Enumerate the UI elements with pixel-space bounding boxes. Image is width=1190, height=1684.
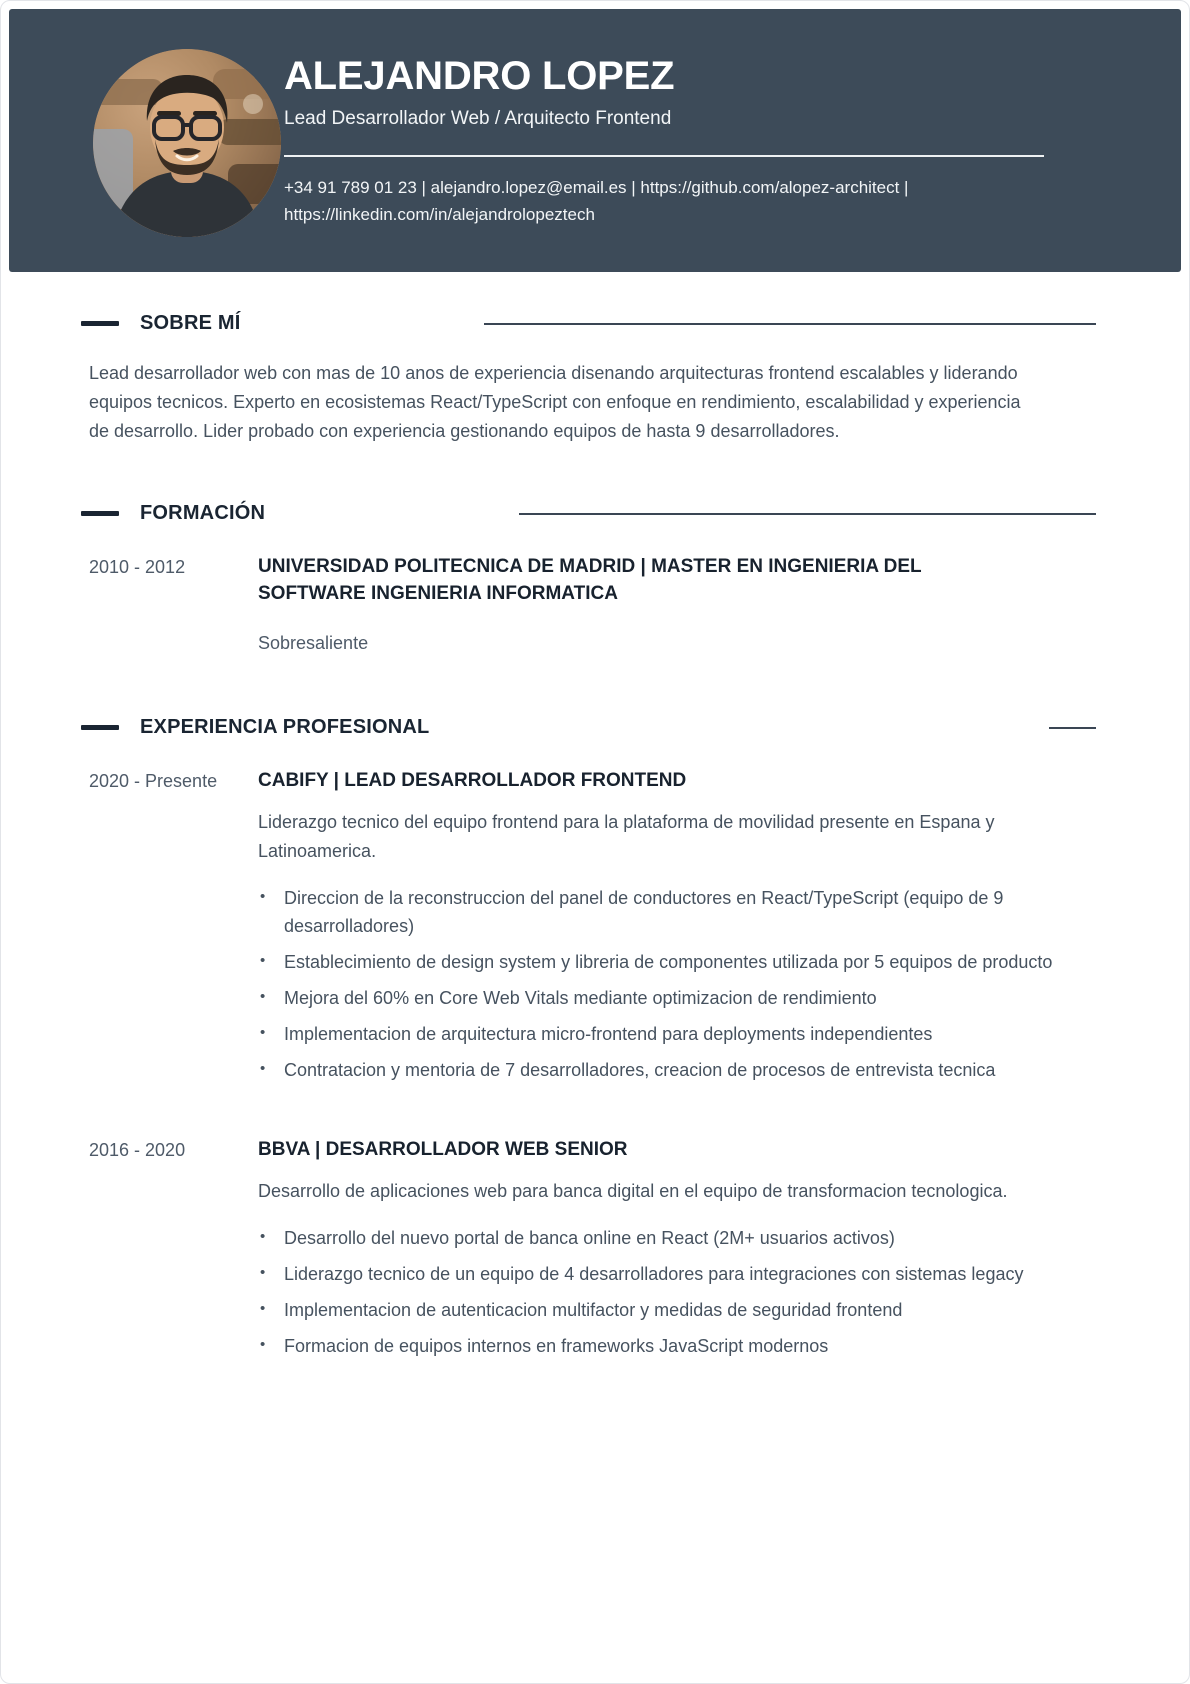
education-dates: 2010 - 2012 <box>89 557 186 577</box>
bullet-text: Mejora del 60% en Core Web Vitals mediante optimizacion de rendimiento <box>284 988 877 1008</box>
education-heading-row <box>81 502 1096 525</box>
about-section-title: SOBRE MÍ <box>140 312 241 334</box>
bullet-dot-icon: • <box>260 1024 266 1041</box>
education-section-title: FORMACIÓN <box>140 502 266 524</box>
bullet-dot-icon: • <box>260 1060 266 1077</box>
list-item <box>258 948 1096 976</box>
about-heading-row <box>81 312 1096 335</box>
list-item <box>258 884 1096 940</box>
contact-info <box>284 174 1141 228</box>
bullet-dot-icon: • <box>260 1336 266 1353</box>
experience-section-title: EXPERIENCIA PROFESIONAL <box>140 716 430 738</box>
education-grade: Sobresaliente <box>258 633 369 653</box>
bullet-dot-icon: • <box>260 952 266 969</box>
list-item <box>258 1260 1096 1288</box>
list-item <box>258 1020 1096 1048</box>
experience-heading-row <box>81 716 1096 739</box>
job-description: Desarrollo de aplicaciones web para banca digital en el equipo de transformacion tecnologica. <box>258 1181 1008 1201</box>
bullet-dot-icon: • <box>260 988 266 1005</box>
avatar <box>93 49 281 237</box>
bullet-text: Desarrollo del nuevo portal de banca online en React (2M+ usuarios activos) <box>284 1228 895 1248</box>
section-about <box>81 312 1096 446</box>
cv-body <box>9 272 1181 1368</box>
bullet-text: Implementacion de autenticacion multifactor y medidas de seguridad frontend <box>284 1300 903 1320</box>
bullet-dot-icon: • <box>260 1300 266 1317</box>
section-education <box>81 502 1096 654</box>
list-item <box>258 1296 1096 1324</box>
header-divider <box>284 155 1044 157</box>
bullet-dot-icon: • <box>260 888 266 905</box>
person-name: ALEJANDRO LOPEZ <box>284 54 675 98</box>
job-bullet-list <box>258 1224 1096 1360</box>
job-dates: 2016 - 2020 <box>89 1140 186 1160</box>
contact-line-2: https://linkedin.com/in/alejandrolopeztech <box>284 205 595 225</box>
about-paragraph: Lead desarrollador web con mas de 10 anos de experiencia disenando arquitecturas frontend escalables y liderando equipos tecnicos. Experto en ecosistemas React/TypeScript con enfoque en rendimiento, escalabilidad y experiencia de desarrollo. Lider probado con experiencia gestionando equipos de hasta 9 desarrolladores. <box>89 363 1021 441</box>
contact-line-1: +34 91 789 01 23 | alejandro.lopez@email.es | https://github.com/alopez-architect | <box>284 178 909 198</box>
bullet-text: Establecimiento de design system y libreria de componentes utilizada por 5 equipos de producto <box>284 952 1053 972</box>
job-description: Liderazgo tecnico del equipo frontend para la plataforma de movilidad presente en Espana y Latinoamerica. <box>258 812 995 861</box>
bullet-text: Formacion de equipos internos en frameworks JavaScript modernos <box>284 1336 829 1356</box>
job-dates: 2020 - Presente <box>89 771 218 791</box>
section-rule <box>519 513 1096 515</box>
list-item <box>258 1224 1096 1252</box>
section-experience <box>81 716 1096 1368</box>
avatar-photo-illustration <box>93 49 281 237</box>
bullet-text: Direccion de la reconstruccion del panel de conductores en React/TypeScript (equipo de 9 desarrolladores) <box>284 888 1004 936</box>
job-details <box>258 1136 1096 1368</box>
section-rule <box>484 323 1096 325</box>
bullet-dot-icon: • <box>260 1264 266 1281</box>
person-job-title: Lead Desarrollador Web / Arquitecto Frontend <box>284 108 672 130</box>
bullet-text: Liderazgo tecnico de un equipo de 4 desarrolladores para integraciones con sistemas legacy <box>284 1264 1024 1284</box>
education-title: UNIVERSIDAD POLITECNICA DE MADRID | MASTER EN INGENIERIA DEL SOFTWARE INGENIERIA INFORMATICA <box>258 556 922 604</box>
list-item <box>258 1332 1096 1360</box>
section-rule <box>1049 727 1096 729</box>
experience-entry-cabify <box>89 767 1096 1092</box>
bullet-dot-icon: • <box>260 1228 266 1245</box>
section-dash-icon <box>81 511 119 516</box>
list-item <box>258 984 1096 1012</box>
section-dash-icon <box>81 321 119 326</box>
bullet-text: Implementacion de arquitectura micro-frontend para deployments independientes <box>284 1024 933 1044</box>
job-bullet-list <box>258 884 1096 1084</box>
job-title: CABIFY | LEAD DESARROLLADOR FRONTEND <box>258 770 687 791</box>
cv-header <box>9 9 1181 272</box>
education-entry <box>89 553 1096 654</box>
bullet-text: Contratacion y mentoria de 7 desarrolladores, creacion de procesos de entrevista tecnica <box>284 1060 996 1080</box>
list-item <box>258 1056 1096 1084</box>
section-dash-icon <box>81 725 119 730</box>
experience-entry-bbva <box>89 1136 1096 1368</box>
education-details <box>258 553 1096 654</box>
job-details <box>258 767 1096 1092</box>
job-title: BBVA | DESARROLLADOR WEB SENIOR <box>258 1139 628 1160</box>
